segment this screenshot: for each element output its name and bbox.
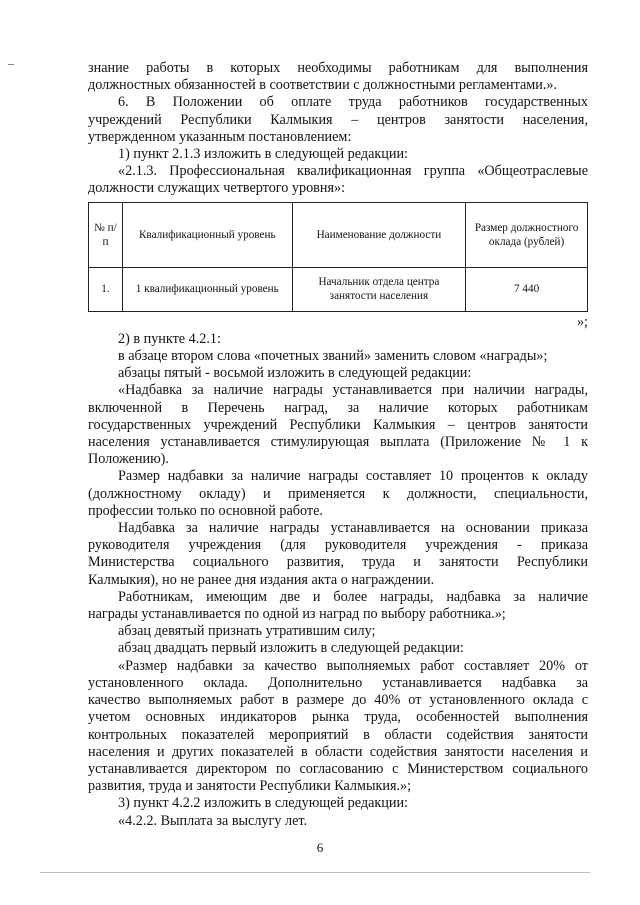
text-line: государственных учреждений Республики Калмыкия – центров занятости [88,416,588,433]
text-line: устанавливается директором по согласованию с Министерством социального [88,760,588,777]
text-line: утвержденном указанным постановлением: [88,128,352,145]
paragraph-13: абзац двадцать первый изложить в следующей редакции: [118,640,464,657]
header-position: Наименование должности [292,202,466,267]
paragraph-16: «4.2.2. Выплата за выслугу лет. [118,812,308,829]
text-line: населения устанавливается стимулирующая выплата (Приложение № 1 к [88,434,588,451]
paragraph-2 [88,94,588,146]
text-line: установленного оклада. Дополнительно устанавливается надбавка за [88,674,588,691]
text-line: «2.1.3. Профессиональная квалификационная группа «Общеотраслевые [118,163,588,180]
paragraph-8 [88,382,588,468]
text-line: награды устанавливается по одной из наград по выбору работника.»; [88,606,506,623]
paragraph-12: абзац девятый признать утратившим силу; [118,623,376,640]
text-line: развития, труда и занятости Республики Калмыкия.»; [88,778,412,795]
table-row [89,267,588,311]
text-line: профессии только по основной работе. [88,502,323,519]
text-line: 6. В Положении об оплате труда работников государственных [118,94,588,111]
text-line: Работникам, имеющим две и более награды, надбавка за наличие [118,588,588,605]
paragraph-14 [88,658,588,796]
bottom-rule [40,872,590,873]
table-closing-quote: »; [576,313,588,330]
paragraph-3: 1) пункт 2.1.3 изложить в следующей редакции: [118,146,408,163]
margin-mark [8,64,14,65]
text-line: Надбавка за наличие награды устанавливается на основании приказа [118,520,588,537]
text-line: «Размер надбавки за качество выполняемых работ составляет 20% от [118,657,588,674]
cell-num: 1. [89,267,123,311]
text-line: учетом основных индикаторов рынка труда, особенностей выполнения [88,709,588,726]
cell-position: Начальник отдела центра занятости населения [292,267,466,311]
text-line: Размер надбавки за наличие награды составляет 10 процентов к окладу [118,468,588,485]
text-line: населения и других показателей в области содействия занятости населения и [88,743,588,760]
text-line: контрольных показателей мероприятий в области содействия занятости [88,726,588,743]
text-line: учреждений Республики Калмыкия – центров занятости населения, [88,111,588,128]
text-line: включенной в Перечень наград, за наличие которых работникам [88,399,588,416]
text-line: Положению). [88,451,169,468]
cell-salary: 7 440 [466,267,588,311]
text-line: должности служащих четвертого уровня»: [88,180,346,197]
document-page [88,60,588,830]
header-level: Квалификационный уровень [122,202,292,267]
text-line: качество выполняемых работ в размере до 40% от установленного оклада с [88,692,588,709]
header-num: № п/п [89,202,123,267]
paragraph-1 [88,60,588,94]
header-salary: Размер должностного оклада (рублей) [466,202,588,267]
text-line: должностных обязанностей в соответствии с должностными регламентами.». [88,77,558,94]
page-number: 6 [316,840,324,855]
paragraph-15: 3) пункт 4.2.2 изложить в следующей редакции: [118,795,408,812]
paragraph-6: в абзаце втором слова «почетных званий» заменить словом «награды»; [118,348,548,365]
paragraph-11 [88,589,588,623]
text-line: руководителя учреждения (для руководителя учреждения - приказа [88,537,588,554]
paragraph-10 [88,520,588,589]
table-header-row [89,202,588,267]
paragraph-9 [88,468,588,520]
salary-table [88,202,588,312]
paragraph-4 [88,163,588,197]
paragraph-7: абзацы пятый - восьмой изложить в следующей редакции: [118,365,472,382]
paragraph-5: 2) в пункте 4.2.1: [118,330,221,347]
text-line: Калмыкия), но не ранее дня издания акта о награждении. [88,571,435,588]
text-line: «Надбавка за наличие награды устанавливается при наличии награды, [118,382,588,399]
text-line: (должностному окладу) и применяется к должности, специальности, [88,485,588,502]
cell-level: 1 квалификационный уровень [122,267,292,311]
text-line: Министерства социального развития, труда и занятости Республики [88,554,588,571]
text-line: знание работы в которых необходимы работникам для выполнения [88,60,588,76]
